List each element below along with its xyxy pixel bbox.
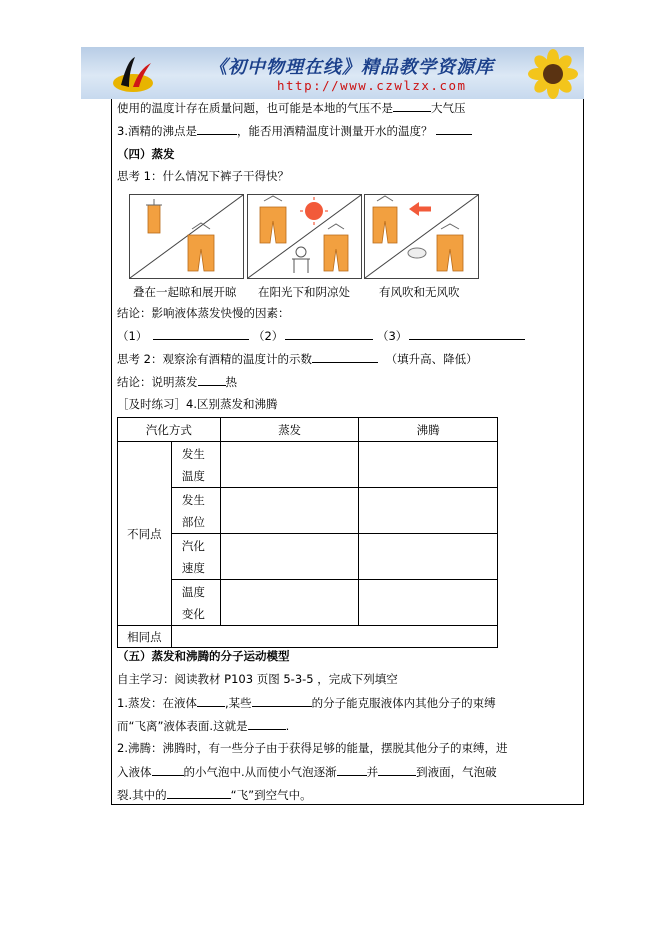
caption-sun: 在阳光下和阴凉处	[258, 285, 350, 299]
table-header-row	[118, 418, 498, 442]
row-label-location: 发生 部位	[171, 488, 220, 534]
logo-icon	[109, 53, 157, 95]
blank-alcohol-answer[interactable]	[436, 122, 472, 135]
sunflower-icon	[526, 49, 580, 99]
caption-folded: 叠在一起晾和展开晾	[133, 285, 237, 299]
caption-wind: 有风吹和无风吹	[379, 285, 460, 299]
table-row	[118, 488, 498, 534]
evap-fill-line-2: 而“飞离”液体表面.这就是 .	[117, 719, 290, 733]
blank-boil-1[interactable]	[152, 763, 184, 776]
banner-title: 《初中物理在线》精品教学资源库	[209, 57, 494, 78]
blank-heat[interactable]	[198, 373, 226, 386]
blank-evap-1[interactable]	[197, 694, 225, 707]
row-label-change: 温度 变化	[171, 580, 220, 626]
cell-same[interactable]	[171, 626, 497, 648]
table-row-same	[118, 626, 498, 648]
section-heading-evaporation: （四）蒸发	[117, 147, 175, 161]
cell-evap-location[interactable]	[220, 488, 359, 534]
cell-evap-change[interactable]	[220, 580, 359, 626]
blank-factor-3[interactable]	[409, 327, 525, 340]
picture-sun-vs-shade	[247, 194, 362, 279]
conclusion-factors: 结论：影响液体蒸发快慢的因素：	[117, 306, 290, 320]
cell-boil-speed[interactable]	[359, 534, 498, 580]
text-line-alcohol: 3.酒精的沸点是 ，能否用酒精温度计测量开水的温度？	[117, 122, 472, 139]
blank-thermometer[interactable]	[312, 350, 378, 363]
header-mode: 汽化方式	[118, 418, 221, 442]
header-boiling: 沸腾	[359, 418, 498, 442]
blank-factor-1[interactable]	[153, 327, 249, 340]
header-banner	[81, 47, 584, 99]
boil-line-1: 2.沸腾：沸腾时，有一些分子由于获得足够的能量，摆脱其他分子的束缚，进	[117, 741, 508, 755]
same-label: 相同点	[118, 626, 172, 648]
evap-fill-line-1: 1.蒸发：在液体 ,某些 的分子能克服液体内其他分子的束缚	[117, 696, 496, 710]
row-label-speed: 汽化 速度	[171, 534, 220, 580]
section-heading-molecular: （五）蒸发和沸腾的分子运动模型	[117, 649, 290, 663]
blank-evap-2[interactable]	[252, 694, 312, 707]
think-question-1: 思考 1：什么情况下裤子干得快？	[117, 169, 289, 183]
text-line-pressure: 使用的温度计存在质量问题，也可能是本地的气压不是 大气压	[117, 101, 466, 115]
blank-factor-2[interactable]	[285, 327, 373, 340]
cell-evap-temp[interactable]	[220, 442, 359, 488]
blank-alcohol-boiling-point[interactable]	[197, 122, 237, 135]
header-evaporation: 蒸发	[220, 418, 359, 442]
diff-label: 不同点	[118, 442, 172, 626]
banner-url: http://www.czwlzx.com	[277, 78, 467, 93]
think-question-2: 思考 2：观察涂有酒精的温度计的示数 （填升高、降低）	[117, 352, 478, 366]
cell-boil-location[interactable]	[359, 488, 498, 534]
cell-evap-speed[interactable]	[220, 534, 359, 580]
self-study-line: 自主学习：阅读教材 P103 页图 5-3-5 ，完成下列填空	[117, 672, 398, 686]
blank-boil-2[interactable]	[337, 763, 367, 776]
factor-blanks-row: （1） （2） （3）	[117, 327, 525, 344]
blank-evap-3[interactable]	[248, 717, 286, 730]
practice-heading: ［及时练习］4.区别蒸发和沸腾	[117, 397, 278, 411]
boil-fill-line-3: 裂.其中的 “飞”到空气中。	[117, 788, 312, 802]
table-row	[118, 534, 498, 580]
table-row	[118, 442, 498, 488]
blank-boil-3[interactable]	[378, 763, 416, 776]
blank-pressure[interactable]	[393, 99, 431, 112]
conclusion-heat: 结论：说明蒸发 热	[117, 375, 237, 389]
comparison-table	[117, 417, 498, 648]
row-label-temp: 发生 温度	[171, 442, 220, 488]
picture-folded-vs-spread	[129, 194, 244, 279]
picture-wind-vs-still	[364, 194, 479, 279]
cell-boil-temp[interactable]	[359, 442, 498, 488]
cell-boil-change[interactable]	[359, 580, 498, 626]
boil-fill-line-2: 入液体 的小气泡中.从而使小气泡逐渐 并 到液面，气泡破	[117, 765, 497, 779]
table-row	[118, 580, 498, 626]
blank-boil-4[interactable]	[167, 786, 231, 799]
